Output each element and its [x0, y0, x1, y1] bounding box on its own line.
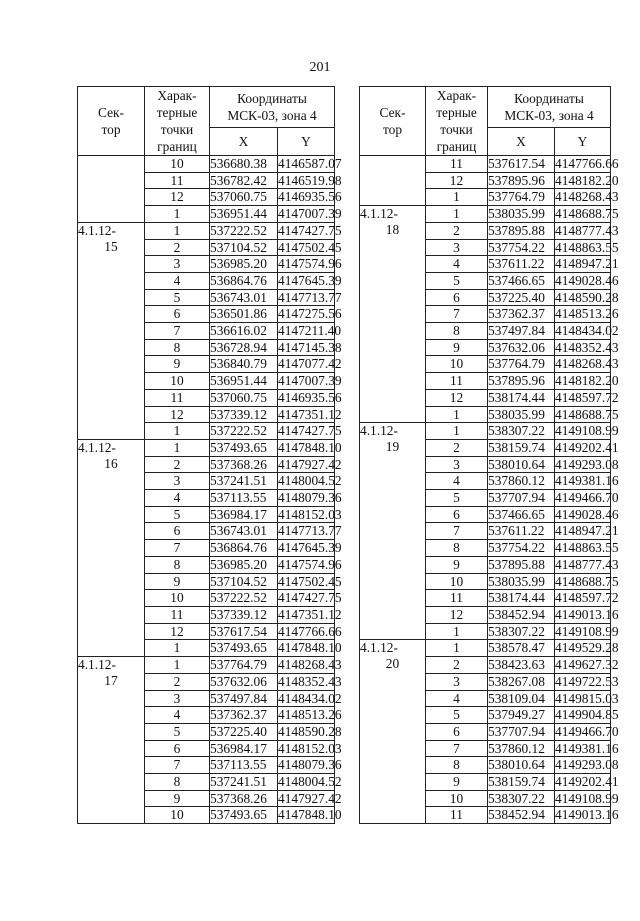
- point-number-cell: 9: [145, 356, 210, 373]
- point-number-cell: 1: [426, 640, 488, 657]
- y-coordinate-cell: 4148777.43: [555, 222, 619, 238]
- sector-cell: 4.1.12- 16: [78, 439, 145, 656]
- header-x: X: [488, 127, 555, 155]
- y-coordinate-cell: 4147927.42: [278, 456, 342, 472]
- table-row: [78, 156, 335, 173]
- y-coordinate-cell: 4149028.46: [555, 272, 619, 288]
- y-coordinate-cell: 4147645.39: [278, 540, 342, 556]
- point-number-cell: 3: [426, 456, 488, 473]
- point-number-cell: 5: [426, 272, 488, 289]
- point-number-cell: 1: [145, 439, 210, 456]
- table-row: [360, 156, 611, 173]
- y-coordinate-cell: 4147427.75: [278, 222, 342, 238]
- sector-cell: 4.1.12- 15: [78, 222, 145, 439]
- point-number-cell: 2: [426, 222, 488, 239]
- x-coordinate-cell: 536728.94: [210, 339, 278, 356]
- point-number-cell: 3: [426, 673, 488, 690]
- point-number-cell: 2: [145, 673, 210, 690]
- x-coordinate-cell: 538307.22: [488, 790, 555, 807]
- x-coordinate-cell: 536864.76: [210, 272, 278, 289]
- header-coordinates: Координаты МСК-03, зона 4: [488, 87, 611, 128]
- point-number-cell: 9: [426, 339, 488, 356]
- point-number-cell: 2: [145, 456, 210, 473]
- x-coordinate-cell: 537104.52: [210, 573, 278, 590]
- y-coordinate-cell: 4148268.43: [555, 189, 619, 205]
- x-coordinate-cell: 537241.51: [210, 473, 278, 490]
- x-coordinate-cell: 537497.84: [488, 323, 555, 340]
- x-coordinate-cell: 538307.22: [488, 623, 555, 640]
- x-coordinate-cell: 537611.22: [488, 256, 555, 273]
- x-coordinate-cell: 537222.52: [210, 590, 278, 607]
- x-coordinate-cell: 537241.51: [210, 774, 278, 791]
- point-number-cell: 5: [145, 289, 210, 306]
- point-number-cell: 2: [426, 439, 488, 456]
- x-coordinate-cell: 537493.65: [210, 640, 278, 657]
- sector-cell: [78, 156, 145, 223]
- point-number-cell: 1: [426, 623, 488, 640]
- x-coordinate-cell: 538578.47: [488, 640, 555, 657]
- y-coordinate-cell: 4149529.28: [555, 640, 619, 656]
- x-coordinate-cell: 537222.52: [210, 222, 278, 239]
- y-coordinate-cell: 4147502.45: [278, 239, 342, 255]
- y-coordinate-cell: 4147211.40: [278, 323, 342, 339]
- x-coordinate-cell: 537368.26: [210, 456, 278, 473]
- point-number-cell: 6: [426, 723, 488, 740]
- y-coordinate-cell: 4148352.43: [555, 339, 619, 355]
- point-number-cell: 10: [426, 356, 488, 373]
- x-coordinate-cell: 537895.88: [488, 222, 555, 239]
- y-coordinate-cell: 4148182.20: [555, 172, 619, 188]
- y-coordinate-cell: 4148434.02: [278, 690, 342, 706]
- x-coordinate-cell: 536951.44: [210, 373, 278, 390]
- y-coordinate-cell: 4147351.12: [278, 406, 342, 422]
- point-number-cell: 11: [145, 389, 210, 406]
- y-coordinate-cell: 4146587.07: [278, 156, 342, 171]
- point-number-cell: 4: [145, 707, 210, 724]
- y-coordinate-cell: 4148152.03: [278, 506, 342, 522]
- x-coordinate-cell: 538452.94: [488, 807, 555, 824]
- point-number-cell: 1: [145, 657, 210, 674]
- point-number-cell: 8: [145, 556, 210, 573]
- y-coordinate-cell: 4147351.12: [278, 606, 342, 622]
- y-coordinate-cell: 4147927.42: [278, 790, 342, 806]
- x-coordinate-cell: 537764.79: [488, 189, 555, 206]
- point-number-cell: 9: [426, 556, 488, 573]
- x-coordinate-cell: 537497.84: [210, 690, 278, 707]
- x-coordinate-cell: 537362.37: [210, 707, 278, 724]
- y-coordinate-cell: 4148863.55: [555, 239, 619, 255]
- point-number-cell: 6: [145, 523, 210, 540]
- y-coordinate-cell: 4148947.21: [555, 523, 619, 539]
- x-coordinate-cell: 538035.99: [488, 206, 555, 223]
- header-points: Харак- терные точки границ: [426, 87, 488, 156]
- point-number-cell: 1: [145, 640, 210, 657]
- table-row: [78, 439, 335, 456]
- point-number-cell: 6: [426, 506, 488, 523]
- x-coordinate-cell: 537466.65: [488, 272, 555, 289]
- x-coordinate-cell: 537493.65: [210, 439, 278, 456]
- y-coordinate-cell: 4149028.46: [555, 506, 619, 522]
- x-coordinate-cell: 537707.94: [488, 723, 555, 740]
- y-coordinate-cell: 4147574.96: [278, 556, 342, 572]
- x-coordinate-cell: 537362.37: [488, 306, 555, 323]
- x-coordinate-cell: 537895.96: [488, 172, 555, 189]
- point-number-cell: 8: [145, 339, 210, 356]
- point-number-cell: 8: [426, 540, 488, 557]
- point-number-cell: 11: [145, 172, 210, 189]
- point-number-cell: 10: [145, 373, 210, 390]
- x-coordinate-cell: 538010.64: [488, 757, 555, 774]
- y-coordinate-cell: 4149381.16: [555, 740, 619, 756]
- point-number-cell: 1: [426, 423, 488, 440]
- point-number-cell: 4: [145, 490, 210, 507]
- x-coordinate-cell: 537860.12: [488, 740, 555, 757]
- y-coordinate-cell: 4148513.26: [555, 306, 619, 322]
- point-number-cell: 5: [145, 723, 210, 740]
- point-number-cell: 3: [145, 690, 210, 707]
- x-coordinate-cell: 538159.74: [488, 774, 555, 791]
- y-coordinate-cell: 4147502.45: [278, 573, 342, 589]
- point-number-cell: 1: [426, 406, 488, 423]
- point-number-cell: 7: [145, 757, 210, 774]
- point-number-cell: 12: [426, 389, 488, 406]
- point-number-cell: 5: [426, 490, 488, 507]
- y-coordinate-cell: 4148947.21: [555, 256, 619, 272]
- y-coordinate-cell: 4147766.66: [278, 623, 342, 639]
- x-coordinate-cell: 537466.65: [488, 506, 555, 523]
- point-number-cell: 8: [426, 323, 488, 340]
- point-number-cell: 3: [426, 239, 488, 256]
- y-coordinate-cell: 4148079.36: [278, 757, 342, 773]
- y-coordinate-cell: 4148777.43: [555, 556, 619, 572]
- table-row: [78, 657, 335, 674]
- header-sector: Сек- тор: [360, 87, 426, 156]
- table-header: [78, 87, 335, 156]
- x-coordinate-cell: 538010.64: [488, 456, 555, 473]
- y-coordinate-cell: 4148268.43: [278, 657, 342, 673]
- x-coordinate-cell: 537339.12: [210, 606, 278, 623]
- y-coordinate-cell: 4149381.16: [555, 473, 619, 489]
- coordinates-table-left: [77, 86, 342, 824]
- x-coordinate-cell: 537860.12: [488, 473, 555, 490]
- sector-cell: 4.1.12- 20: [360, 640, 426, 824]
- point-number-cell: 4: [426, 473, 488, 490]
- point-number-cell: 12: [426, 606, 488, 623]
- point-number-cell: 6: [145, 740, 210, 757]
- x-coordinate-cell: 536864.76: [210, 540, 278, 557]
- y-coordinate-cell: 4147848.10: [278, 439, 342, 455]
- x-coordinate-cell: 536782.42: [210, 172, 278, 189]
- y-coordinate-cell: 4148597.72: [555, 389, 619, 405]
- x-coordinate-cell: 537225.40: [488, 289, 555, 306]
- x-coordinate-cell: 537632.06: [210, 673, 278, 690]
- y-coordinate-cell: 4147574.96: [278, 256, 342, 272]
- y-coordinate-cell: 4148182.20: [555, 373, 619, 389]
- x-coordinate-cell: 538035.99: [488, 406, 555, 423]
- y-coordinate-cell: 4149013.16: [555, 606, 619, 622]
- x-coordinate-cell: 538307.22: [488, 423, 555, 440]
- header-coordinates: Координаты МСК-03, зона 4: [210, 87, 335, 128]
- point-number-cell: 11: [426, 156, 488, 173]
- y-coordinate-cell: 4147848.10: [278, 640, 342, 656]
- y-coordinate-cell: 4149108.99: [555, 790, 619, 806]
- point-number-cell: 10: [426, 790, 488, 807]
- point-number-cell: 12: [145, 189, 210, 206]
- y-coordinate-cell: 4149722.53: [555, 673, 619, 689]
- point-number-cell: 5: [145, 506, 210, 523]
- x-coordinate-cell: 536743.01: [210, 289, 278, 306]
- y-coordinate-cell: 4149202.41: [555, 439, 619, 455]
- x-coordinate-cell: 536984.17: [210, 506, 278, 523]
- y-coordinate-cell: 4147848.10: [278, 807, 342, 823]
- header-y: Y: [278, 127, 335, 155]
- x-coordinate-cell: 538035.99: [488, 573, 555, 590]
- y-coordinate-cell: 4146519.98: [278, 172, 342, 188]
- y-coordinate-cell: 4148004.52: [278, 473, 342, 489]
- x-coordinate-cell: 537754.22: [488, 239, 555, 256]
- y-coordinate-cell: 4148688.75: [555, 206, 619, 222]
- point-number-cell: 3: [145, 473, 210, 490]
- y-coordinate-cell: 4147275.56: [278, 306, 342, 322]
- x-coordinate-cell: 537764.79: [210, 657, 278, 674]
- y-coordinate-cell: 4147145.38: [278, 339, 342, 355]
- table-row: [360, 206, 611, 223]
- x-coordinate-cell: 538174.44: [488, 590, 555, 607]
- x-coordinate-cell: 536840.79: [210, 356, 278, 373]
- x-coordinate-cell: 538452.94: [488, 606, 555, 623]
- point-number-cell: 9: [426, 774, 488, 791]
- point-number-cell: 12: [426, 172, 488, 189]
- table-row: [360, 640, 611, 657]
- y-coordinate-cell: 4147007.39: [278, 206, 342, 222]
- x-coordinate-cell: 537895.96: [488, 373, 555, 390]
- header-points: Харак- терные точки границ: [145, 87, 210, 156]
- y-coordinate-cell: 4148863.55: [555, 540, 619, 556]
- x-coordinate-cell: 536985.20: [210, 256, 278, 273]
- point-number-cell: 7: [426, 523, 488, 540]
- y-coordinate-cell: 4149108.99: [555, 423, 619, 439]
- point-number-cell: 3: [145, 256, 210, 273]
- x-coordinate-cell: 536743.01: [210, 523, 278, 540]
- point-number-cell: 10: [145, 807, 210, 824]
- point-number-cell: 1: [145, 206, 210, 223]
- x-coordinate-cell: 538423.63: [488, 657, 555, 674]
- x-coordinate-cell: 537632.06: [488, 339, 555, 356]
- x-coordinate-cell: 536985.20: [210, 556, 278, 573]
- point-number-cell: 6: [145, 306, 210, 323]
- y-coordinate-cell: 4147427.75: [278, 590, 342, 606]
- x-coordinate-cell: 537060.75: [210, 189, 278, 206]
- point-number-cell: 10: [145, 156, 210, 173]
- table-header: [360, 87, 611, 156]
- page-number: 201: [309, 60, 331, 75]
- header-x: X: [210, 127, 278, 155]
- x-coordinate-cell: 537368.26: [210, 790, 278, 807]
- sector-cell: 4.1.12- 19: [360, 423, 426, 640]
- y-coordinate-cell: 4149466.70: [555, 490, 619, 506]
- x-coordinate-cell: 537104.52: [210, 239, 278, 256]
- sector-cell: [360, 156, 426, 206]
- x-coordinate-cell: 538159.74: [488, 439, 555, 456]
- point-number-cell: 4: [426, 256, 488, 273]
- point-number-cell: 7: [145, 323, 210, 340]
- point-number-cell: 4: [145, 272, 210, 289]
- y-coordinate-cell: 4148004.52: [278, 774, 342, 790]
- point-number-cell: 12: [145, 623, 210, 640]
- point-number-cell: 11: [426, 807, 488, 824]
- y-coordinate-cell: 4149815.03: [555, 690, 619, 706]
- sector-cell: 4.1.12- 17: [78, 657, 145, 824]
- x-coordinate-cell: 537707.94: [488, 490, 555, 507]
- point-number-cell: 2: [426, 657, 488, 674]
- y-coordinate-cell: 4148268.43: [555, 356, 619, 372]
- y-coordinate-cell: 4148590.28: [555, 289, 619, 305]
- point-number-cell: 8: [145, 774, 210, 791]
- point-number-cell: 1: [145, 222, 210, 239]
- point-number-cell: 10: [145, 590, 210, 607]
- point-number-cell: 7: [145, 540, 210, 557]
- y-coordinate-cell: 4148688.75: [555, 573, 619, 589]
- point-number-cell: 1: [426, 206, 488, 223]
- point-number-cell: 5: [426, 707, 488, 724]
- y-coordinate-cell: 4149202.41: [555, 774, 619, 790]
- y-coordinate-cell: 4149466.70: [555, 723, 619, 739]
- x-coordinate-cell: 537493.65: [210, 807, 278, 824]
- y-coordinate-cell: 4148434.02: [555, 323, 619, 339]
- point-number-cell: 6: [426, 289, 488, 306]
- x-coordinate-cell: 536951.44: [210, 206, 278, 223]
- y-coordinate-cell: 4149013.16: [555, 807, 619, 823]
- table-row: [78, 222, 335, 239]
- point-number-cell: 9: [145, 790, 210, 807]
- point-number-cell: 7: [426, 306, 488, 323]
- y-coordinate-cell: 4148590.28: [278, 723, 342, 739]
- y-coordinate-cell: 4148688.75: [555, 406, 619, 422]
- x-coordinate-cell: 537339.12: [210, 406, 278, 423]
- header-sector: Сек- тор: [78, 87, 145, 156]
- y-coordinate-cell: 4147713.77: [278, 523, 342, 539]
- x-coordinate-cell: 538109.04: [488, 690, 555, 707]
- x-coordinate-cell: 538267.08: [488, 673, 555, 690]
- y-coordinate-cell: 4148597.72: [555, 590, 619, 606]
- y-coordinate-cell: 4148513.26: [278, 707, 342, 723]
- point-number-cell: 2: [145, 239, 210, 256]
- y-coordinate-cell: 4147427.75: [278, 423, 342, 439]
- x-coordinate-cell: 537225.40: [210, 723, 278, 740]
- y-coordinate-cell: 4148079.36: [278, 490, 342, 506]
- point-number-cell: 9: [145, 573, 210, 590]
- x-coordinate-cell: 537113.55: [210, 490, 278, 507]
- x-coordinate-cell: 537949.27: [488, 707, 555, 724]
- y-coordinate-cell: 4147713.77: [278, 289, 342, 305]
- y-coordinate-cell: 4148352.43: [278, 673, 342, 689]
- x-coordinate-cell: 537617.54: [210, 623, 278, 640]
- x-coordinate-cell: 537764.79: [488, 356, 555, 373]
- x-coordinate-cell: 536501.86: [210, 306, 278, 323]
- x-coordinate-cell: 538174.44: [488, 389, 555, 406]
- y-coordinate-cell: 4147645.39: [278, 272, 342, 288]
- point-number-cell: 1: [145, 423, 210, 440]
- x-coordinate-cell: 537222.52: [210, 423, 278, 440]
- point-number-cell: 11: [426, 373, 488, 390]
- y-coordinate-cell: 4146935.56: [278, 389, 342, 405]
- x-coordinate-cell: 537611.22: [488, 523, 555, 540]
- y-coordinate-cell: 4147077.42: [278, 356, 342, 372]
- y-coordinate-cell: 4149293.08: [555, 757, 619, 773]
- point-number-cell: 1: [426, 189, 488, 206]
- coordinates-table-right: [359, 86, 619, 824]
- y-coordinate-cell: 4146935.56: [278, 189, 342, 205]
- sector-cell: 4.1.12- 18: [360, 206, 426, 423]
- y-coordinate-cell: 4149293.08: [555, 456, 619, 472]
- x-coordinate-cell: 537895.88: [488, 556, 555, 573]
- point-number-cell: 8: [426, 757, 488, 774]
- y-coordinate-cell: 4149627.32: [555, 657, 619, 673]
- point-number-cell: 11: [426, 590, 488, 607]
- point-number-cell: 4: [426, 690, 488, 707]
- point-number-cell: 11: [145, 606, 210, 623]
- x-coordinate-cell: 537617.54: [488, 156, 555, 173]
- y-coordinate-cell: 4148152.03: [278, 740, 342, 756]
- y-coordinate-cell: 4149904.85: [555, 707, 619, 723]
- table-row: [360, 423, 611, 440]
- point-number-cell: 7: [426, 740, 488, 757]
- y-coordinate-cell: 4147766.66: [555, 156, 619, 171]
- point-number-cell: 10: [426, 573, 488, 590]
- x-coordinate-cell: 537754.22: [488, 540, 555, 557]
- x-coordinate-cell: 537113.55: [210, 757, 278, 774]
- header-y: Y: [555, 127, 611, 155]
- point-number-cell: 12: [145, 406, 210, 423]
- x-coordinate-cell: 537060.75: [210, 389, 278, 406]
- y-coordinate-cell: 4149108.99: [555, 623, 619, 639]
- x-coordinate-cell: 536984.17: [210, 740, 278, 757]
- y-coordinate-cell: 4147007.39: [278, 373, 342, 389]
- x-coordinate-cell: 536680.38: [210, 156, 278, 173]
- x-coordinate-cell: 536616.02: [210, 323, 278, 340]
